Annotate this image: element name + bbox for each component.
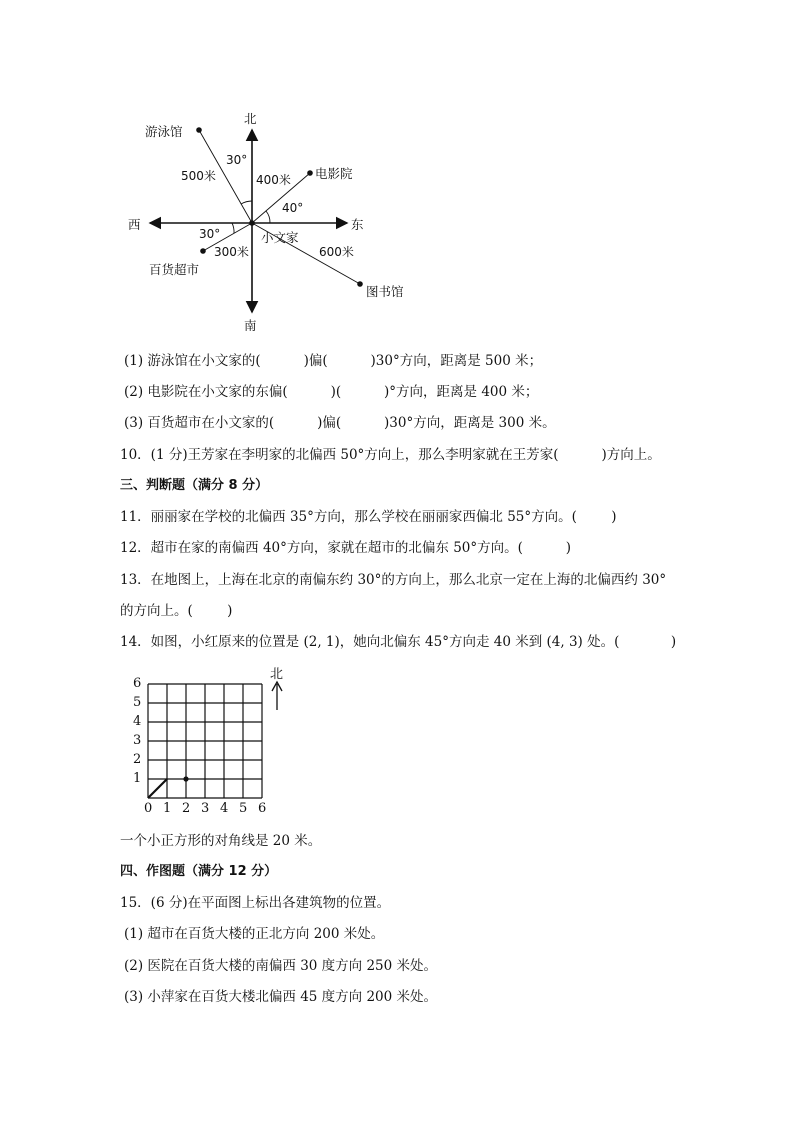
label-west: 西 [128, 217, 141, 232]
label-store-distance: 300米 [214, 245, 249, 259]
question-13-line-2: 的方向上。( ) [120, 603, 233, 619]
x-tick-label: 1 [163, 801, 172, 816]
label-cinema-distance: 400米 [256, 173, 291, 187]
question-11: 11．丽丽家在学校的北偏西 35°方向，那么学校在丽丽家西偏北 55°方向。( ) [120, 509, 617, 525]
question-15: 15．(6 分)在平面图上标出各建筑物的位置。 [120, 895, 391, 911]
x-tick-label: 2 [182, 801, 191, 816]
label-swimming-distance: 500米 [181, 169, 216, 183]
section-3-title: 三、判断题（满分 8 分） [120, 478, 269, 493]
question-14: 14．如图，小红原来的位置是 (2, 1)，她向北偏东 45°方向走 40 米到 (4, 3) 处。( ) [120, 634, 677, 650]
q15-item-2: (2) 医院在百货大楼的南偏西 30 度方向 250 米处。 [124, 958, 438, 974]
grid-north-label: 北 [270, 667, 284, 682]
label-center: 小文家 [261, 230, 299, 245]
x-tick-label: 3 [201, 801, 210, 816]
q9-item-1: (1) 游泳馆在小文家的( )偏( )30°方向，距离是 500 米； [124, 353, 543, 369]
grid-diagonal [148, 779, 167, 798]
y-tick-label: 4 [133, 714, 142, 729]
y-tick-label: 1 [133, 771, 142, 786]
question-10: 10．(1 分)王芳家在李明家的北偏西 50°方向上，那么李明家就在王芳家( )方向上。 [120, 447, 661, 463]
label-east: 东 [351, 217, 364, 232]
q15-item-1: (1) 超市在百货大楼的正北方向 200 米处。 [124, 926, 385, 942]
x-tick-label: 6 [258, 801, 267, 816]
label-library-distance: 600米 [319, 245, 354, 259]
question-13-line-1: 13．在地图上，上海在北京的南偏东约 30°的方向上，那么北京一定在上海的北偏西约 30° [120, 572, 667, 588]
label-swimming-pool: 游泳馆 [145, 124, 183, 139]
label-cinema-angle: 40° [282, 201, 304, 215]
x-tick-label: 4 [220, 801, 229, 816]
y-tick-label: 3 [133, 733, 142, 748]
label-department-store: 百货超市 [149, 262, 200, 277]
y-tick-label: 5 [133, 695, 142, 710]
grid-note: 一个小正方形的对角线是 20 米。 [120, 833, 322, 849]
q9-item-3: (3) 百货超市在小文家的( )偏( )30°方向，距离是 300 米。 [124, 415, 556, 431]
label-library: 图书馆 [366, 284, 404, 299]
q9-item-2: (2) 电影院在小文家的东偏( )( )°方向，距离是 400 米； [124, 384, 539, 400]
question-12: 12．超市在家的南偏西 40°方向，家就在超市的北偏东 50°方向。( ) [120, 540, 572, 556]
label-swimming-angle: 30° [226, 153, 248, 167]
x-tick-label: 0 [144, 801, 153, 816]
grid-point [183, 776, 188, 781]
section-4-title: 四、作图题（满分 12 分） [120, 864, 278, 879]
label-north: 北 [244, 111, 257, 126]
label-store-angle: 30° [199, 227, 221, 241]
x-tick-label: 5 [239, 801, 248, 816]
label-south: 南 [244, 318, 257, 333]
label-cinema: 电影院 [315, 166, 353, 181]
y-tick-label: 6 [133, 676, 142, 691]
y-tick-label: 2 [133, 752, 142, 767]
q15-item-3: (3) 小萍家在百货大楼北偏西 45 度方向 200 米处。 [124, 989, 438, 1005]
